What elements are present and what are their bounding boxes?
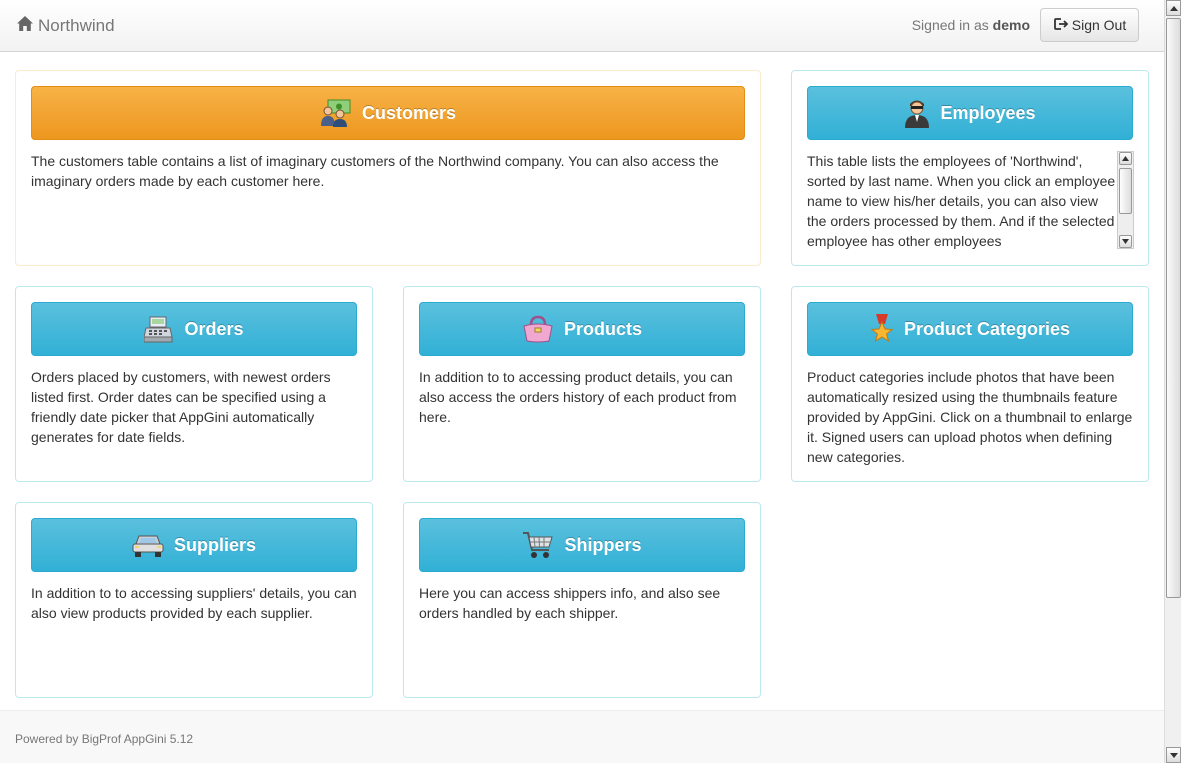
brand-link[interactable] <box>16 15 115 37</box>
scroll-thumb[interactable] <box>1166 18 1181 598</box>
suppliers-button[interactable] <box>31 518 357 572</box>
employees-description[interactable]: This table lists the employees of 'Northwind', sorted by last name. When you click an employee name to view his/her details, you can also view the orders processed by them. And if the selected employee has other employees <box>807 153 1116 249</box>
page-scrollbar[interactable] <box>1164 0 1181 763</box>
shippers-title: Shippers <box>564 534 642 555</box>
categories-panel <box>791 286 1149 482</box>
orders-button[interactable] <box>31 302 357 356</box>
scroll-thumb[interactable] <box>1119 168 1132 214</box>
footer <box>0 710 1164 763</box>
footer-text: Powered by BigProf AppGini 5.12 <box>15 732 194 746</box>
sign-out-icon <box>1053 17 1072 34</box>
categories-description: Product categories include photos that have been automatically resized using the thumbnails feature provided by AppGini. Click on a thumbnail to enlarge it. Signed users can upload photos when defining new categories. <box>807 369 1133 465</box>
award-star-icon <box>870 314 894 344</box>
shippers-panel <box>403 502 761 698</box>
sign-out-button[interactable] <box>1040 8 1139 42</box>
shippers-button[interactable] <box>419 518 745 572</box>
products-title: Products <box>563 318 642 339</box>
shippers-description: Here you can access shippers info, and also see orders handled by each shipper. <box>419 585 721 621</box>
employees-button[interactable] <box>807 86 1133 140</box>
signed-in-status <box>912 17 1030 33</box>
orders-description: Orders placed by customers, with newest orders listed first. Order dates can be specified using a friendly date picker that AppGini automatically generates for date fields. <box>31 369 331 445</box>
handbag-icon <box>522 315 554 343</box>
products-panel <box>403 286 761 482</box>
customers-title: Customers <box>361 102 457 123</box>
scroll-down-arrow-icon[interactable] <box>1166 747 1181 763</box>
orders-title: Orders <box>184 318 244 339</box>
customers-panel <box>15 70 761 266</box>
employees-panel <box>791 70 1149 266</box>
employee-icon <box>904 98 930 128</box>
customers-button[interactable] <box>31 86 745 140</box>
employees-description-scrollbar[interactable] <box>1117 151 1134 249</box>
customers-icon <box>320 99 352 127</box>
products-description: In addition to to accessing product details, you can also access the orders history of each product from here. <box>419 369 737 425</box>
cash-register-icon <box>144 315 174 343</box>
orders-panel <box>15 286 373 482</box>
suppliers-title: Suppliers <box>173 534 257 555</box>
top-navbar <box>0 0 1164 52</box>
username: demo <box>992 17 1030 33</box>
employees-title: Employees <box>940 102 1036 123</box>
brand-name: Northwind <box>38 16 115 35</box>
signed-in-prefix: Signed in as <box>911 17 989 33</box>
car-icon <box>132 532 164 558</box>
suppliers-description: In addition to to accessing suppliers' details, you can also view products provided by each supplier. <box>31 585 357 621</box>
categories-title: Product Categories <box>903 318 1071 339</box>
scroll-up-arrow-icon[interactable] <box>1119 152 1132 165</box>
customers-description: The customers table contains a list of imaginary customers of the Northwind company. You can also access the imaginary orders made by each customer here. <box>31 153 719 189</box>
shopping-cart-icon <box>522 530 554 560</box>
scroll-down-arrow-icon[interactable] <box>1119 235 1132 248</box>
scroll-up-arrow-icon[interactable] <box>1166 0 1181 16</box>
categories-button[interactable] <box>807 302 1133 356</box>
suppliers-panel <box>15 502 373 698</box>
home-icon <box>16 15 38 37</box>
sign-out-label: Sign Out <box>1071 17 1127 33</box>
products-button[interactable] <box>419 302 745 356</box>
